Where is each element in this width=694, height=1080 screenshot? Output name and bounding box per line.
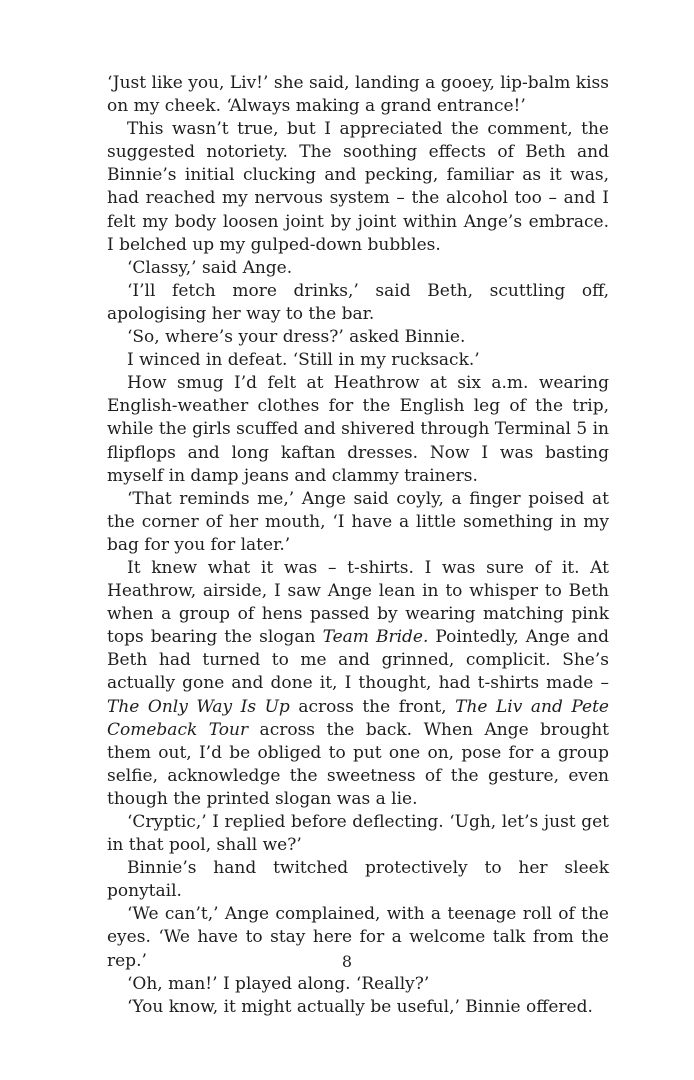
paragraph: ‘Classy,’ said Ange. <box>127 257 293 278</box>
text-run: across the back. When Ange brought them out, I’d be obliged to put one on, pose for a group selfie, acknowledge the sweetness of the gesture, even though the printed slogan was a lie. <box>107 719 609 809</box>
paragraph: This wasn’t true, but I appreciated the comment, the suggested notoriety. The soothing effects of Beth and Binnie’s initial clucking and pecking, familiar as it was, had reached my nervous system – the alcohol too – and I felt my body loosen joint by joint within Ange’s embrace. I belched up my gulped-down bubbles. <box>107 119 609 255</box>
paragraph: Binnie’s hand twitched protectively to her sleek ponytail. <box>107 858 609 902</box>
text-run: across the front, <box>289 696 456 717</box>
book-page-text <box>107 72 609 1019</box>
paragraph-tshirts <box>107 557 609 811</box>
italic-slogan: The Liv and Pete Comeback Tour <box>107 696 609 740</box>
italic-slogan: The Only Way Is Up <box>107 696 290 717</box>
paragraph: ‘Cryptic,’ I replied before deflecting. ‘Ugh, let’s just get in that pool, shall we?’ <box>107 812 609 856</box>
paragraph: ‘We can’t,’ Ange complained, with a teenage roll of the eyes. ‘We have to stay here for a welcome talk from the rep.’ <box>107 904 609 971</box>
paragraph: How smug I’d felt at Heathrow at six a.m. wearing English-weather clothes for the English leg of the trip, while the girls scuffed and shivered through Terminal 5 in flipflops and long kaftan dresses. Now I was basting myself in damp jeans and clammy trainers. <box>107 373 609 486</box>
paragraph: ‘So, where’s your dress?’ asked Binnie. <box>127 327 466 348</box>
paragraph: ‘Just like you, Liv!’ she said, landing a gooey, lip-balm kiss on my cheek. ‘Always making a grand entrance!’ <box>107 73 609 117</box>
text-run: It knew what it was – t-shirts. I was sure of it. At Heathrow, airside, I saw Ange lean in to whisper to Beth when a group of hens passed by wearing matching pink tops bearing the slogan <box>107 557 609 648</box>
italic-slogan: Team Bride. <box>322 627 429 648</box>
page-number: 8 <box>341 952 353 971</box>
paragraph: ‘Oh, man!’ I played along. ‘Really?’ <box>127 973 430 994</box>
paragraph: I winced in defeat. ‘Still in my rucksack.’ <box>127 350 480 371</box>
paragraph: ‘I’ll fetch more drinks,’ said Beth, scuttling off, apologising her way to the bar. <box>107 280 609 324</box>
paragraph: ‘You know, it might actually be useful,’ Binnie offered. <box>127 996 593 1017</box>
paragraph: ‘That reminds me,’ Ange said coyly, a finger poised at the corner of her mouth, ‘I have a little something in my bag for you for later.’ <box>107 488 609 555</box>
text-run: Pointedly, Ange and Beth had turned to me and grinned, complicit. She’s actually gone and done it, I thought, had t-shirts made – <box>107 627 609 694</box>
